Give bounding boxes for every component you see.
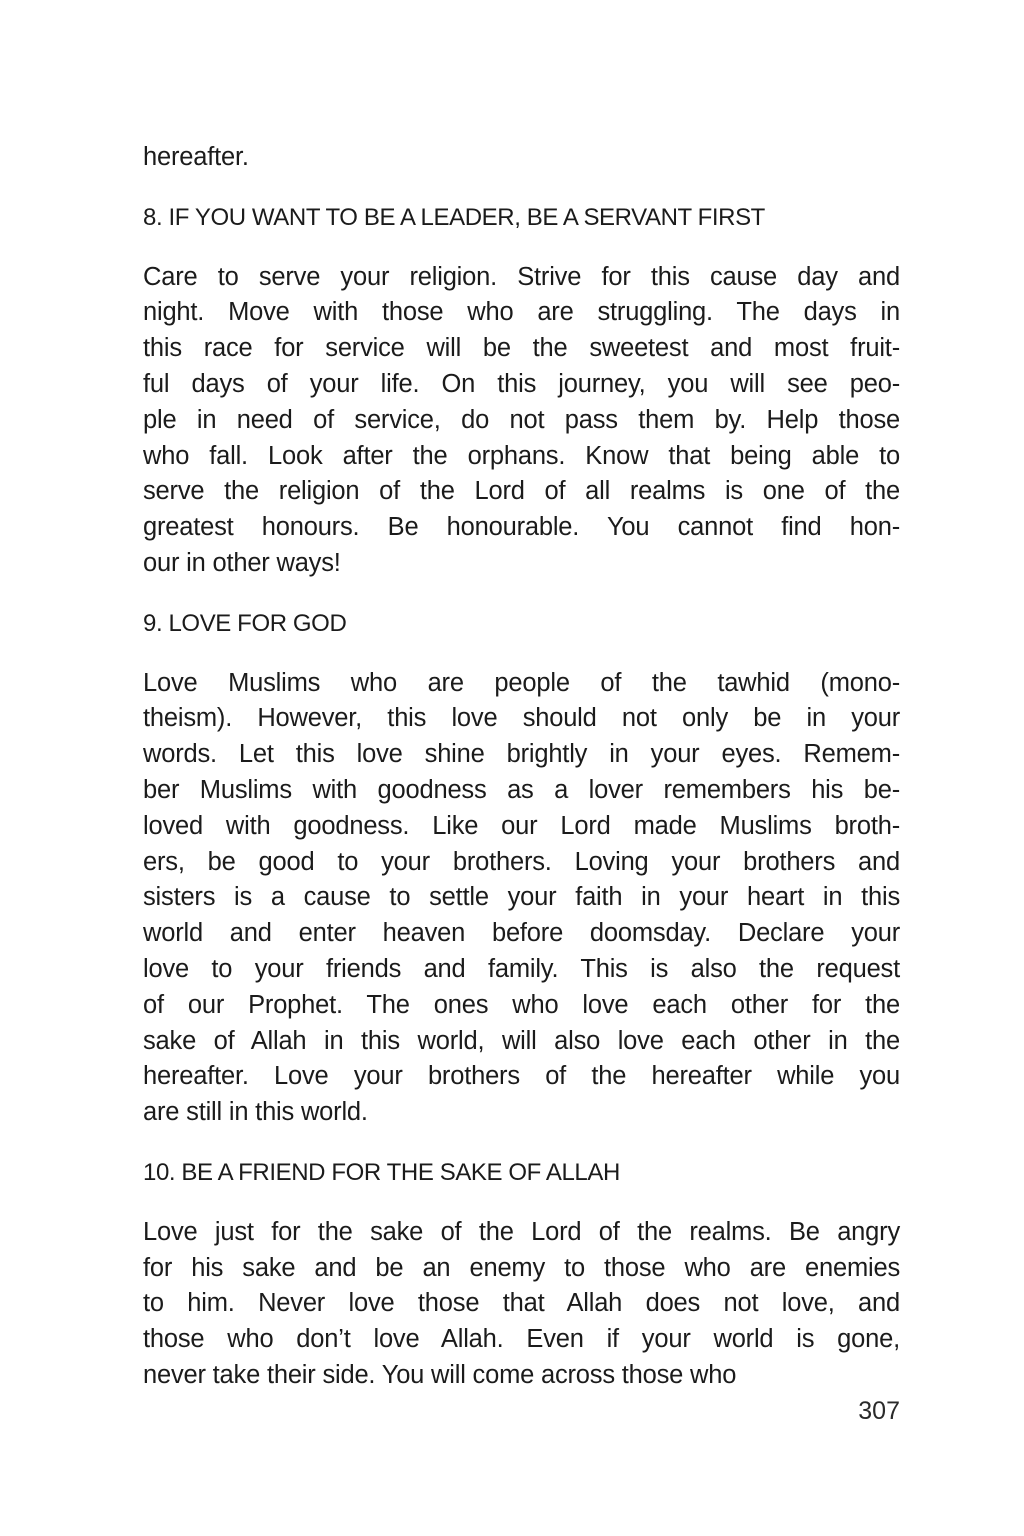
text-line: are still in this world. — [143, 1098, 368, 1127]
text-line: our in other ways! — [143, 548, 341, 577]
text-line: world and enter heaven before doomsday. Declare your — [143, 919, 900, 948]
text-line: hereafter. Love your brothers of the hereafter while you — [143, 1062, 900, 1091]
text-line: this race for service will be the sweetest and most fruit- — [143, 334, 900, 363]
text-line: Love just for the sake of the Lord of the realms. Be angry — [143, 1217, 900, 1246]
text-line: those who don’t love Allah. Even if your world is gone, — [143, 1325, 900, 1354]
text-line: ple in need of service, do not pass them by. Help those — [143, 405, 900, 434]
text-line: sake of Allah in this world, will also love each other in the — [143, 1026, 900, 1055]
text-line: serve the religion of the Lord of all realms is one of the — [143, 477, 900, 506]
text-line: ber Muslims with goodness as a lover remembers his be- — [143, 775, 900, 804]
section-heading: 9. LOVE FOR GOD — [143, 609, 347, 637]
body-paragraph — [143, 1215, 900, 1394]
text-line: never take their side. You will come across those who — [143, 1360, 737, 1389]
text-line: sisters is a cause to settle your faith in your heart in this — [143, 883, 900, 912]
text-line: who fall. Look after the orphans. Know that being able to — [143, 441, 900, 470]
body-paragraph — [143, 140, 900, 176]
text-line: love to your friends and family. This is also the request — [143, 954, 900, 983]
text-line: Care to serve your religion. Strive for this cause day and — [143, 262, 900, 291]
text-line: ful days of your life. On this journey, you will see peo- — [143, 369, 900, 398]
text-line: Love Muslims who are people of the tawhid (mono- — [143, 668, 900, 697]
text-line: loved with goodness. Like our Lord made Muslims broth- — [143, 811, 900, 840]
text-line: greatest honours. Be honourable. You cannot find hon- — [143, 513, 900, 542]
text-line: theism). However, this love should not only be in your — [143, 704, 900, 733]
section-heading: 8. IF YOU WANT TO BE A LEADER, BE A SERVANT FIRST — [143, 203, 765, 231]
text-line: hereafter. — [143, 143, 249, 171]
page-number: 307 — [858, 1397, 900, 1425]
body-paragraph — [143, 666, 900, 1131]
section-heading: 10. BE A FRIEND FOR THE SAKE OF ALLAH — [143, 1158, 620, 1186]
body-paragraph — [143, 260, 900, 582]
text-line: words. Let this love shine brightly in your eyes. Remem- — [143, 740, 900, 769]
text-line: for his sake and be an enemy to those who are enemies — [143, 1253, 900, 1282]
text-line: of our Prophet. The ones who love each other for the — [143, 990, 900, 1019]
text-line: ers, be good to your brothers. Loving your brothers and — [143, 847, 900, 876]
text-column — [143, 140, 900, 1418]
text-line: night. Move with those who are struggling. The days in — [143, 298, 900, 327]
text-line: to him. Never love those that Allah does not love, and — [143, 1289, 900, 1318]
